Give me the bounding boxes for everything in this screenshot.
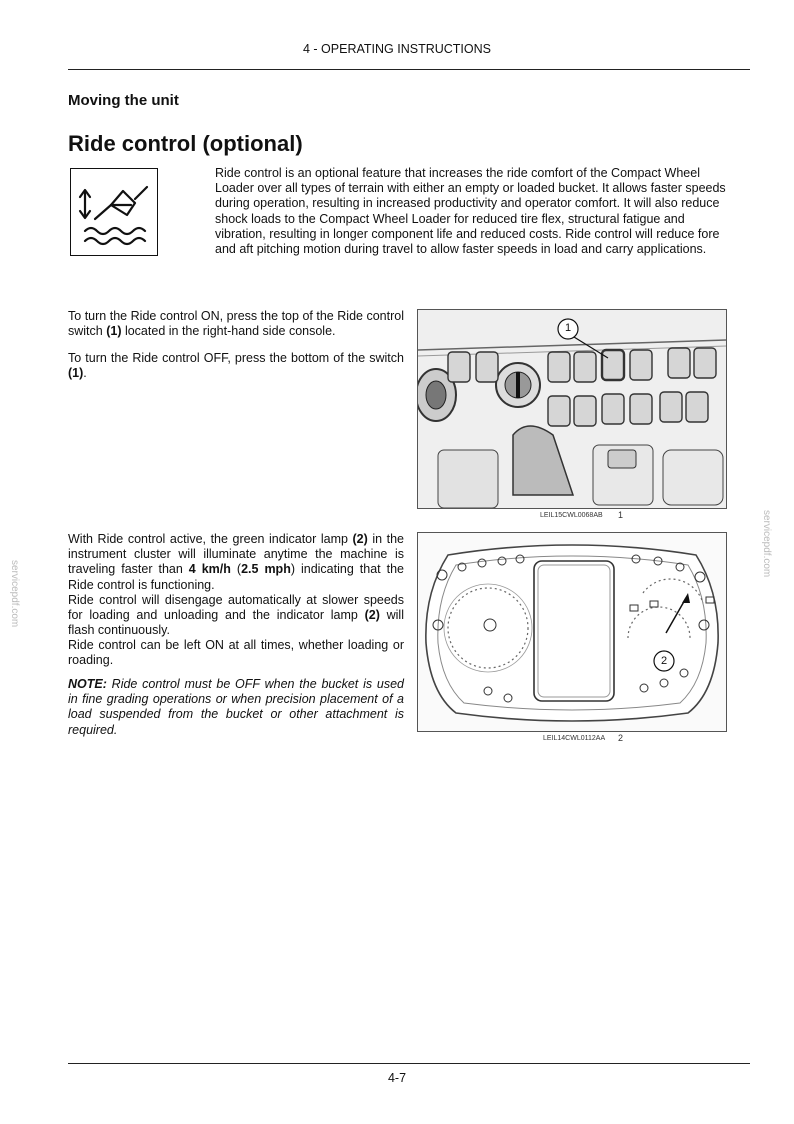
figure-2-caption: LEIL14CWL0112AA: [543, 735, 606, 742]
figure-1-callout: 1: [564, 322, 572, 334]
header-rule: [68, 69, 750, 70]
ride-control-symbol-icon: [70, 168, 158, 256]
section-heading: Moving the unit: [68, 92, 179, 109]
paragraph-turn-on: To turn the Ride control ON, press the top of the Ride control switch (1) located in the right-hand side console.: [68, 309, 404, 339]
watermark-right: servicepdf.com: [761, 510, 772, 578]
note-paragraph: NOTE: Ride control must be OFF when the bucket is used in fine grading operations or when precision placement of a load suspended from the bucket or other attachment is required.: [68, 677, 404, 737]
figure-instrument-cluster: [417, 532, 727, 732]
figure-switch-console: [417, 309, 727, 509]
figure-1-caption: LEIL15CWL0068AB: [540, 512, 603, 519]
page-number: 4-7: [387, 1071, 407, 1085]
paragraph-disengage: Ride control will disengage automatically at slower speeds for loading and unloading and the indicator lamp (2) will flash continuously.: [68, 593, 404, 638]
figure-2-callout: 2: [660, 655, 668, 667]
page-title: Ride control (optional): [68, 131, 303, 156]
paragraph-turn-off: To turn the Ride control OFF, press the bottom of the switch (1).: [68, 351, 404, 381]
footer-rule: [68, 1063, 750, 1064]
running-header: 4 - OPERATING INSTRUCTIONS: [303, 42, 491, 56]
figure-2-number: 2: [618, 733, 624, 743]
watermark-left: servicepdf.com: [9, 560, 20, 628]
paragraph-left-on: Ride control can be left ON at all times, whether loading or roading.: [68, 638, 404, 668]
paragraph-indicator-lamp: With Ride control active, the green indicator lamp (2) in the instrument cluster will illuminate anytime the machine is traveling faster than 4 km/h (2.5 mph) indicating that the Ride control is functioning.: [68, 532, 404, 592]
figure-1-number: 1: [618, 510, 624, 520]
intro-paragraph: Ride control is an optional feature that increases the ride comfort of the Compact Wheel Loader over all types of terrain with either an empty or loaded bucket. It allows faster speeds during operation, resulting in increased productivity and operator comfort. It will also reduce shock loads to the Compact Wheel Loader for reduced tire flex, structural fatigue and vibration, resulting in longer component life and reduced costs. Ride control will reduce fore and aft pitching motion during travel to allow faster speeds in load and carry applications.: [215, 166, 726, 257]
